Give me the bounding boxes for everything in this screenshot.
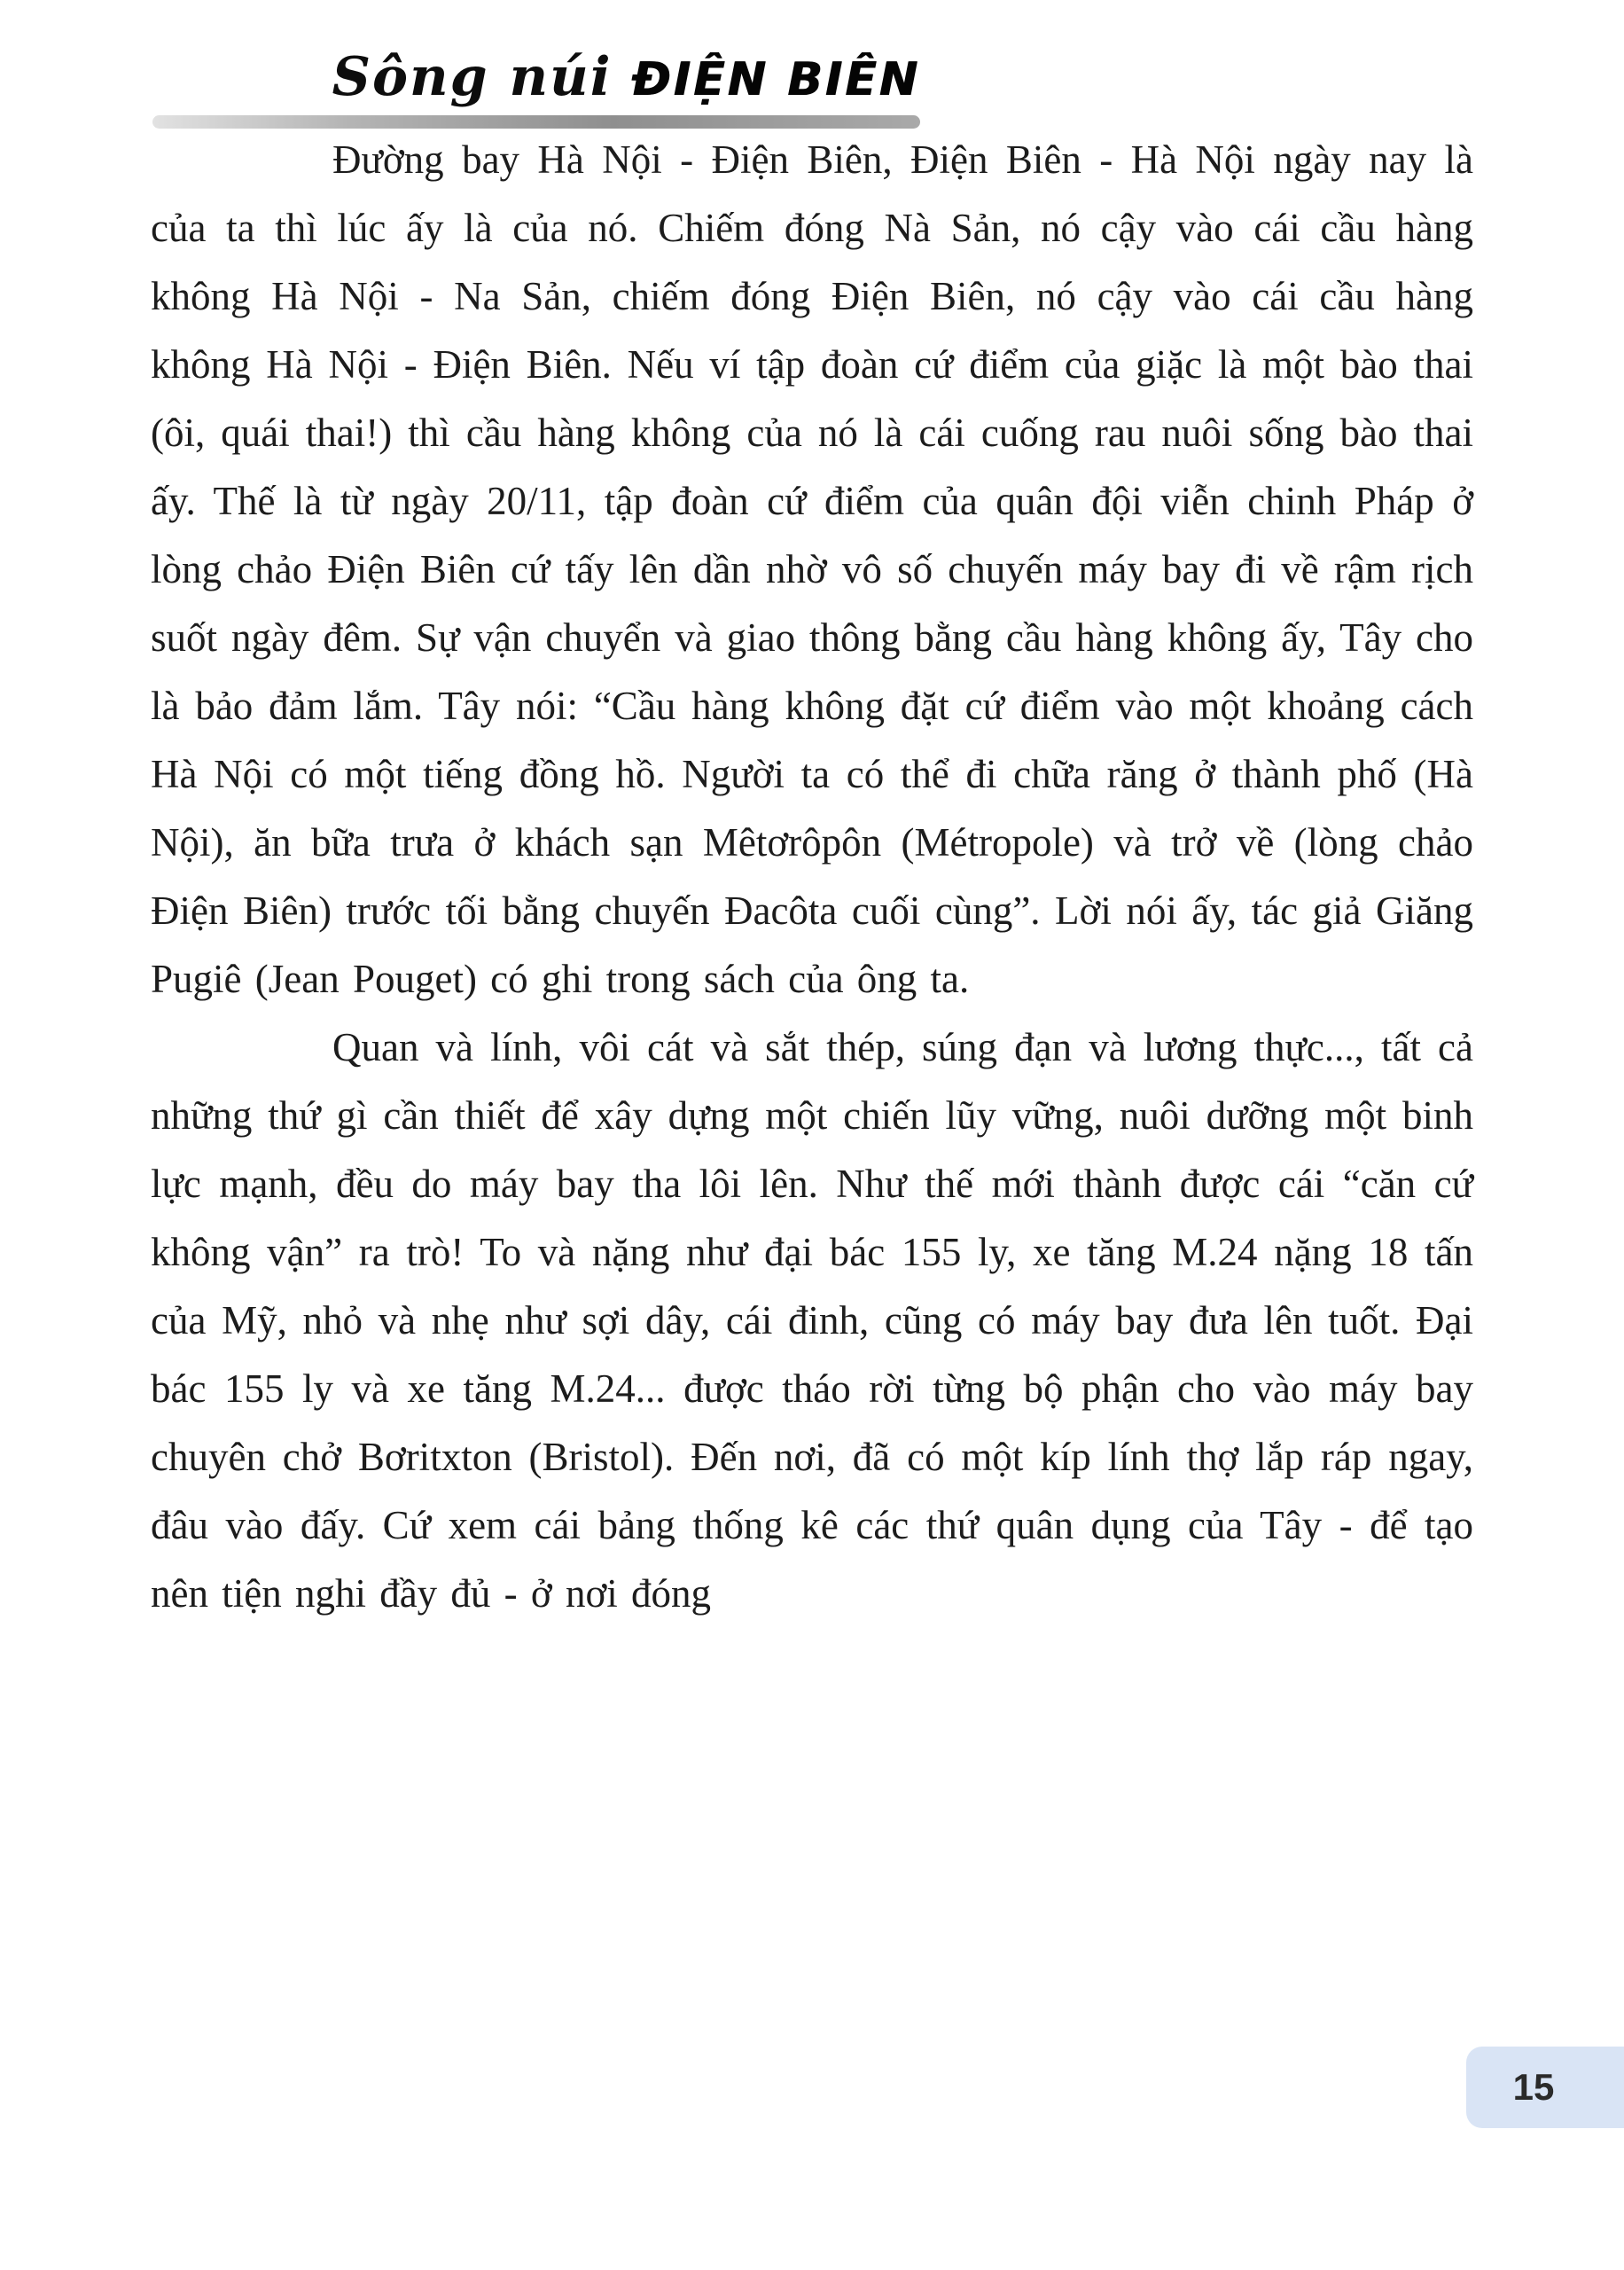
book-title-script: Sông núi <box>332 46 613 108</box>
page-number-tab <box>1466 2047 1624 2128</box>
book-title <box>152 46 920 108</box>
book-title-display: ĐIỆN BIÊN <box>631 53 920 106</box>
paragraph-1: Đường bay Hà Nội - Điện Biên, Điện Biên - Hà Nội ngày nay là của ta thì lúc ấy là của nó. Chiếm đóng Nà Sản, nó cậy vào cái cầu hàng không Hà Nội - Na Sản, chiếm đóng Điện Biên, nó cậy vào cái cầu hàng không Hà Nội - Điện Biên. Nếu ví tập đoàn cứ điểm của giặc là một bào thai (ôi, quái thai!) thì cầu hàng không của nó là cái cuống rau nuôi sống bào thai ấy. Thế là từ ngày 20/11, tập đoàn cứ điểm của quân đội viễn chinh Pháp ở lòng chảo Điện Biên cứ tấy lên dần nhờ vô số chuyến máy bay đi về rậm rịch suốt ngày đêm. Sự vận chuyển và giao thông bằng cầu hàng không ấy, Tây cho là bảo đảm lắm. Tây nói: “Cầu hàng không đặt cứ điểm vào một khoảng cách Hà Nội có một tiếng đồng hồ. Người ta có thể đi chữa răng ở thành phố (Hà Nội), ăn bữa trưa ở khách sạn Mêtơrôpôn (Métropole) và trở về (lòng chảo Điện Biên) trước tối bằng chuyến Đacôta cuối cùng”. Lời nói ấy, tác giả Giăng Pugiê (Jean Pouget) có ghi trong sách của ông ta. <box>151 137 1473 1001</box>
page-header <box>152 46 920 129</box>
paragraph-2: Quan và lính, vôi cát và sắt thép, súng đạn và lương thực..., tất cả những thứ gì cần thiết để xây dựng một chiến lũy vững, nuôi dưỡng một binh lực mạnh, đều do máy bay tha lôi lên. Như thế mới thành được cái “căn cứ không vận” ra trò! To và nặng như đại bác 155 ly, xe tăng M.24 nặng 18 tấn của Mỹ, nhỏ và nhẹ như sợi dây, cái đinh, cũng có máy bay đưa lên tuốt. Đại bác 155 ly và xe tăng M.24... được tháo rời từng bộ phận cho vào máy bay chuyên chở Bơritxton (Bristol). Đến nơi, đã có một kíp lính thợ lắp ráp ngay, đâu vào đấy. Cứ xem cái bảng thống kê các thứ quân dụng của Tây - để tạo nên tiện nghi đầy đủ - ở nơi đóng <box>151 1025 1473 1616</box>
page-body <box>151 126 1473 1628</box>
page-number: 15 <box>1512 2066 1555 2108</box>
